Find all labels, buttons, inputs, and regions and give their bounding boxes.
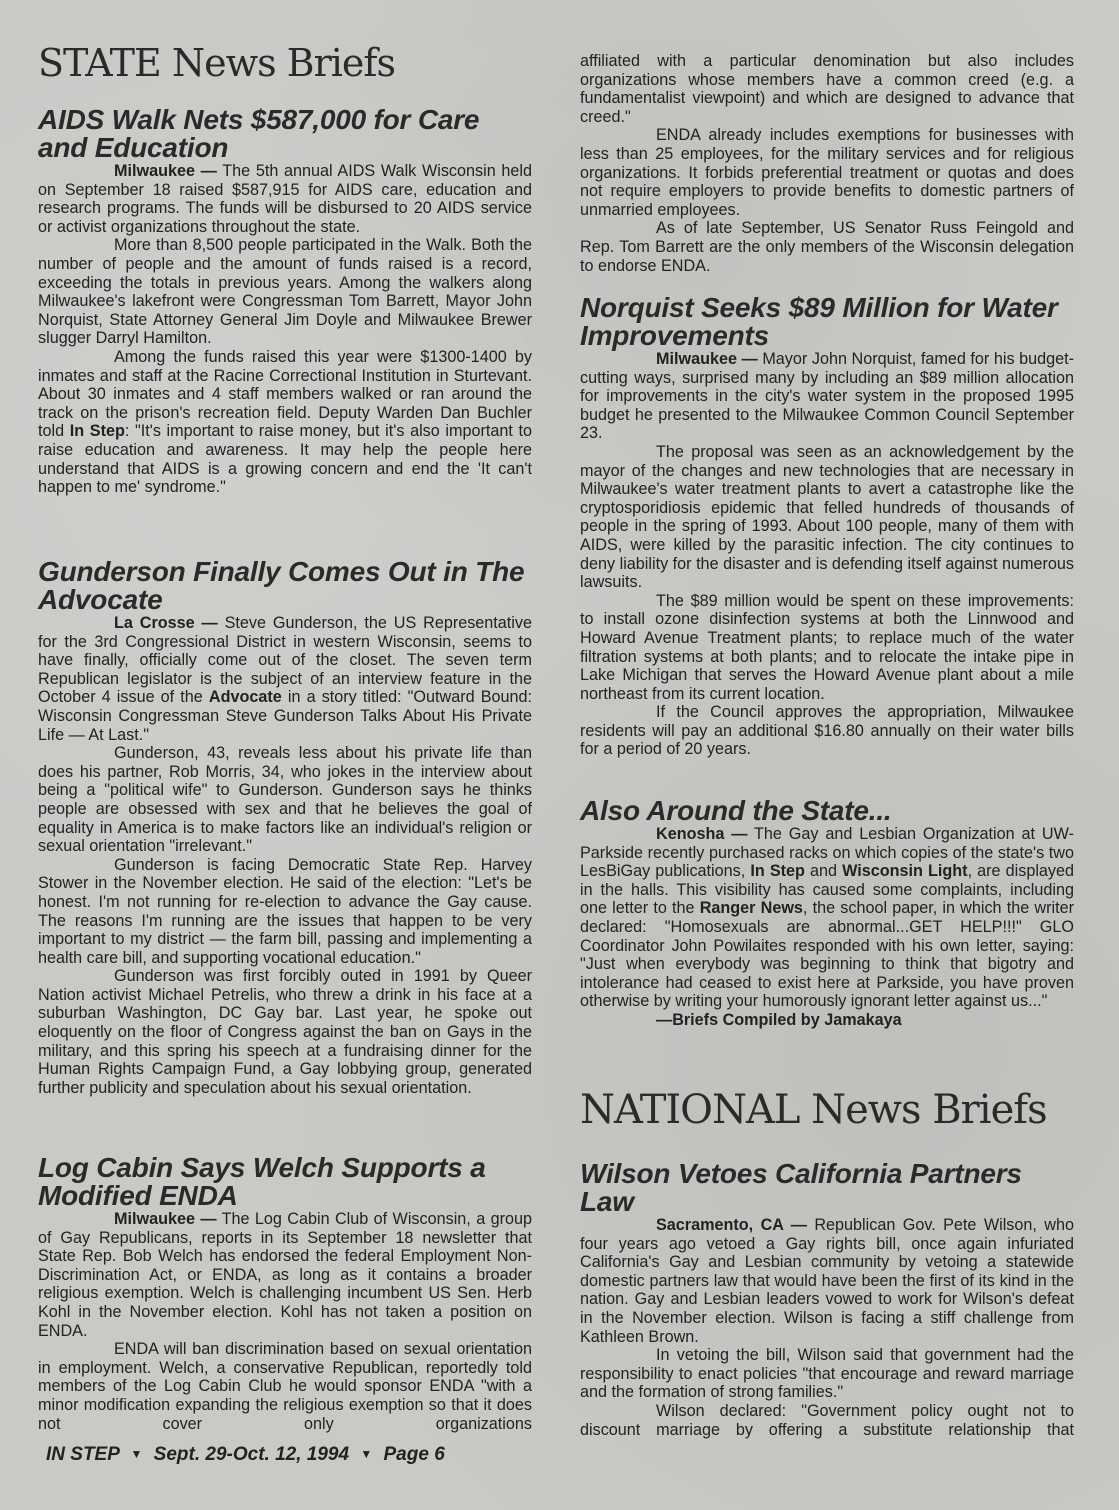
publication-name: Ranger News bbox=[699, 899, 803, 918]
publication-name: In Step bbox=[69, 422, 125, 441]
headline: Wilson Vetoes California Partners Law bbox=[580, 1158, 1022, 1217]
page-number: Page 6 bbox=[383, 1444, 445, 1465]
issue-dates: Sept. 29-Oct. 12, 1994 bbox=[153, 1444, 350, 1465]
article-body bbox=[38, 1210, 532, 1433]
dateline: Kenosha — bbox=[656, 825, 748, 843]
paragraph: As of late September, US Senator Russ Feingold and Rep. Tom Barrett are the only members of the Wisconsin delegation to endorse ENDA. bbox=[580, 219, 1074, 275]
article-body bbox=[38, 162, 532, 497]
article-norquist bbox=[580, 294, 1074, 759]
headline: Also Around the State... bbox=[580, 795, 892, 826]
paragraph: Wilson declared: "Government policy ought not to discount marriage by offering a substitute relationship that bbox=[580, 1401, 1074, 1439]
publication-name: Advocate bbox=[208, 688, 282, 707]
dateline: Milwaukee — bbox=[114, 162, 217, 180]
paragraph: La Crosse — Steve Gunderson, the US Representative for the 3rd Congressional District in western Wisconsin, seems to have finally, officially come out of the closet. The seven term Republican legislator is the subject of an interview feature in the October 4 issue of the Advocate in a story titled: "Outward Bound: Wisconsin Congressman Steve Gunderson Talks About His Private Life — At Last." bbox=[38, 614, 533, 744]
paragraph: ENDA will ban discrimination based on sexual orientation in employment. Welch, a conservative Republican, reportedly told members of the Log Cabin Club he would sponsor ENDA "with a minor modification expanding the religious exemption so that it does not cover only organizations bbox=[38, 1340, 532, 1433]
down-triangle-icon: ▼ bbox=[360, 1447, 373, 1461]
publication-name: In Step bbox=[750, 862, 805, 881]
paragraph: Milwaukee — The 5th annual AIDS Walk Wisconsin held on September 18 raised $587,915 for AIDS care, education and research programs. The funds will be disbursed to 20 AIDS service or activist organizations throughout the state. bbox=[38, 162, 532, 236]
byline: —Briefs Compiled by Jamakaya bbox=[656, 1010, 902, 1029]
article-body bbox=[580, 825, 1074, 1030]
paragraph: Gunderson was first forcibly outed in 1991 by Queer Nation activist Michael Petrelis, who threw a drink in his face at a suburban Washington, DC Gay bar. Last year, he spoke out eloquently on the floor of Congress against the ban on Gays in the military, and this spring his speech at a fundraising dinner for the Human Rights Campaign Fund, a Gay lobbying group, generated further publicity and speculation about his sexual orientation. bbox=[38, 967, 532, 1097]
article-aids-walk bbox=[38, 106, 532, 497]
paragraph: affiliated with a particular denomination but also includes organizations whose members have a common creed (e.g. a fundamentalist viewpoint) and which are designed to advance that creed." bbox=[580, 52, 1074, 126]
article-body bbox=[580, 1216, 1074, 1439]
article-log-cabin-continued bbox=[580, 52, 1074, 275]
state-section-title: STATE News Briefs bbox=[38, 41, 395, 85]
paragraph: Gunderson is facing Democratic State Rep. Harvey Stower in the November election. He said of the election: "Let's be honest. I'm not running for re-election to advance the Gay cause. The reasons I'm running are the issues that happen to be very important to my district — the farm bill, passing and implementing a health care bill, and supporting vocational education." bbox=[38, 855, 532, 967]
headline: AIDS Walk Nets $587,000 for Care and Education bbox=[38, 104, 480, 163]
article-body bbox=[580, 350, 1074, 759]
paragraph: Milwaukee — Mayor John Norquist, famed for his budget- cutting ways, surprised many by including an $89 million allocation for improvements in the city's water system in the proposed 1995 budget he presented to the Milwaukee Common Council September 23. bbox=[580, 350, 1075, 443]
paragraph: More than 8,500 people participated in the Walk. Both the number of people and the amount of funds raised is a record, exceeding the totals in previous years. Among the walkers along Milwaukee's lakefront were Congressman Tom Barrett, Mayor John Norquist, State Attorney General Jim Doyle and Milwaukee Brewer slugger Darryl Hamilton. bbox=[38, 236, 532, 348]
page-footer bbox=[46, 1444, 445, 1466]
down-triangle-icon: ▼ bbox=[130, 1447, 143, 1461]
dateline: La Crosse — bbox=[114, 614, 218, 632]
article-also-around-state bbox=[580, 797, 1074, 1030]
paragraph: Kenosha — The Gay and Lesbian Organization at UW-Parkside recently purchased racks on which copies of the state's two LesBiGay publications, In Step and Wisconsin Light, are displayed in the halls. This visibility has caused some complaints, including one letter to the Ranger News, the school paper, in which the writer declared: "Homosexuals are abnormal...GET HELP!!!" GLO Coordinator John Powilaites responded with his own letter, saying: "Just when everybody was beginning to think that bigotry and intolerance had ceased to exist here at Parkside, you have proven otherwise by writing your humorously ignorant letter against us..." bbox=[580, 825, 1075, 1011]
dateline: Milwaukee — bbox=[114, 1210, 217, 1228]
paragraph: Sacramento, CA — Republican Gov. Pete Wilson, who four years ago vetoed a Gay rights bill, once again infuriated California's Gay and Lesbian community by vetoing a statewide domestic partners law that would have been the first of its kind in the nation. Gay and Lesbian leaders vowed to work for Wilson's defeat in the November election. Wilson is facing a stiff challenge from Kathleen Brown. bbox=[580, 1216, 1074, 1346]
paragraph: If the Council approves the appropriation, Milwaukee residents will pay an additional $16.80 annually on their water bills for a period of 20 years. bbox=[580, 703, 1074, 759]
publication-title: IN STEP bbox=[46, 1444, 120, 1465]
article-log-cabin bbox=[38, 1154, 532, 1433]
paragraph: In vetoing the bill, Wilson said that government had the responsibility to enact policies "that encourage and reward marriage and the formation of strong families." bbox=[580, 1346, 1074, 1402]
article-body bbox=[38, 614, 532, 1097]
article-wilson-veto bbox=[580, 1160, 1074, 1439]
article-body bbox=[580, 52, 1074, 275]
headline: Log Cabin Says Welch Supports a Modified ENDA bbox=[38, 1152, 486, 1211]
headline: Norquist Seeks $89 Million for Water Improvements bbox=[580, 292, 1058, 351]
paragraph: Milwaukee — The Log Cabin Club of Wisconsin, a group of Gay Republicans, reports in its September 18 newsletter that State Rep. Bob Welch has endorsed the federal Employment Non- Discrimination Act, or ENDA, as long as it contains a broader religious exemption. Welch is challenging incumbent US Sen. Herb Kohl in the November election. Kohl has not taken a position on ENDA. bbox=[38, 1210, 532, 1340]
article-gunderson bbox=[38, 558, 532, 1097]
paragraph: The proposal was seen as an acknowledgement by the mayor of the changes and new technologies that are necessary in Milwaukee's water treatment plants to avert a catastrophe like the cryptosporidiosis epidemic that felled hundreds of thousands of people in the spring of 1993. About 100 people, many of them with AIDS, were killed by the parasitic infection. The city continues to deny liability for the disaster and is defending itself against numerous lawsuits. bbox=[580, 442, 1075, 592]
paragraph: The $89 million would be spent on these improvements: to install ozone disinfection systems at both the Linnwood and Howard Avenue Treatment plants; to replace much of the water filtration systems at both plants; and to relocate the intake pipe in Lake Michigan that serves the Howard Avenue plant about a mile northeast from its current location. bbox=[580, 591, 1074, 703]
national-section-title: NATIONAL News Briefs bbox=[580, 1087, 1047, 1133]
dateline: Sacramento, CA — bbox=[656, 1216, 807, 1234]
dateline: Milwaukee — bbox=[656, 350, 758, 368]
paragraph: Among the funds raised this year were $1300-1400 by inmates and staff at the Racine Correctional Institution in Sturtevant. About 30 inmates and 4 staff members walked or ran around the track on the prison's recreation field. Deputy Warden Dan Buchler told In Step: "It's important to raise money, but it's also important to raise education and awareness. It may help the people here understand that AIDS is a growing concern and end the 'It can't happen to me' syndrome." bbox=[38, 347, 533, 497]
paragraph: Gunderson, 43, reveals less about his private life than does his partner, Rob Morris, 34, who jokes in the interview about being a "political wife" to Gunderson. Gunderson says he thinks people are obsessed with sex and that he believes the goal of equality in America is to make factors like an individual's religion or sexual orientation "irrelevant." bbox=[38, 744, 532, 856]
paragraph: ENDA already includes exemptions for businesses with less than 25 employees, for the military services and for religious organizations. It forbids preferential treatment or quotas and does not require employers to provide benefits to domestic partners of unmarried employees. bbox=[580, 126, 1074, 219]
publication-name: Wisconsin Light bbox=[842, 862, 968, 881]
headline: Gunderson Finally Comes Out in The Advocate bbox=[38, 556, 525, 615]
